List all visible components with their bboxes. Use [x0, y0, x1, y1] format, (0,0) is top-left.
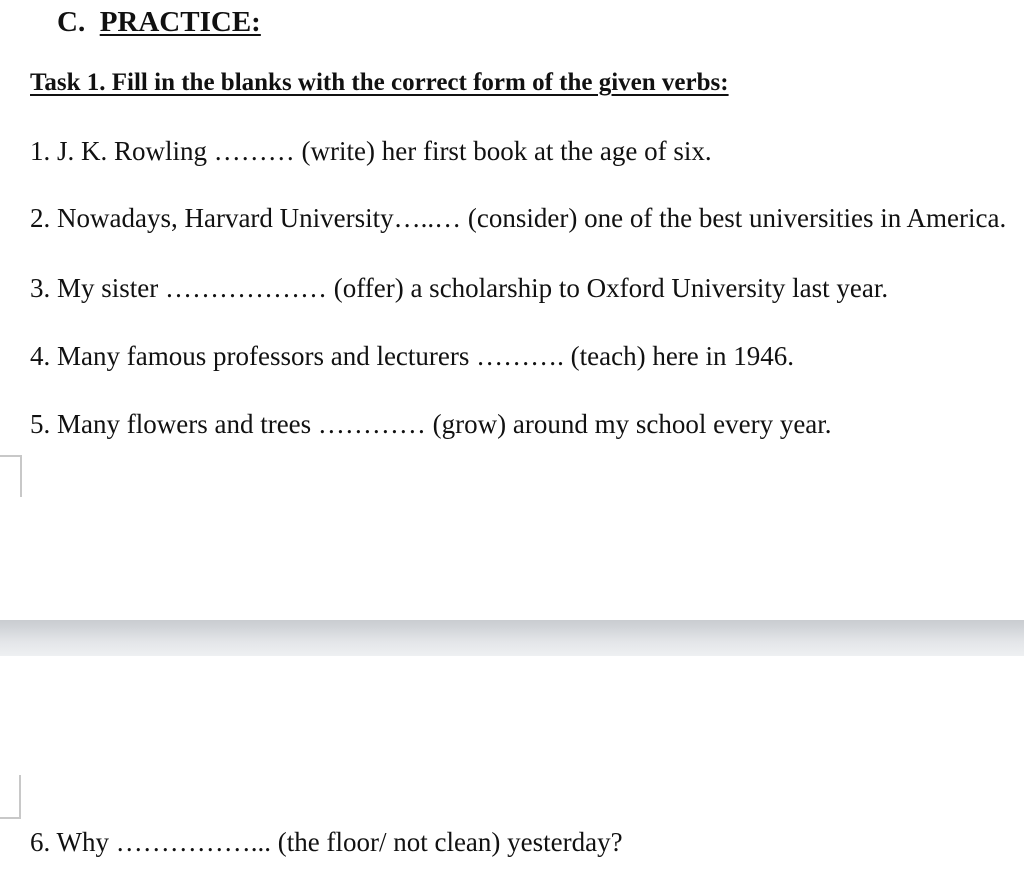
question-3: 3. My sister ……………… (offer) a scholarship to Oxford University last year. — [30, 273, 889, 303]
question-1: 1. J. K. Rowling ……… (write) her first book at the age of six. — [30, 136, 712, 166]
question-4: 4. Many famous professors and lecturers ………. (teach) here in 1946. — [30, 341, 795, 371]
page-margin-marker-top — [0, 775, 21, 819]
task-title: Task 1. Fill in the blanks with the correct form of the given verbs: — [30, 69, 729, 96]
question-2: 2. Nowadays, Harvard University…..… (consider) one of the best universities in America. — [30, 203, 1007, 233]
page-break-gap — [0, 620, 1024, 656]
question-6: 6. Why ……………... (the floor/ not clean) yesterday? — [30, 827, 623, 857]
page-margin-marker-bottom — [0, 455, 22, 497]
section-letter: C. — [57, 6, 86, 38]
question-5: 5. Many flowers and trees ………… (grow) around my school every year. — [30, 409, 832, 439]
section-title: PRACTICE: — [99, 6, 261, 38]
section-heading — [57, 8, 261, 37]
